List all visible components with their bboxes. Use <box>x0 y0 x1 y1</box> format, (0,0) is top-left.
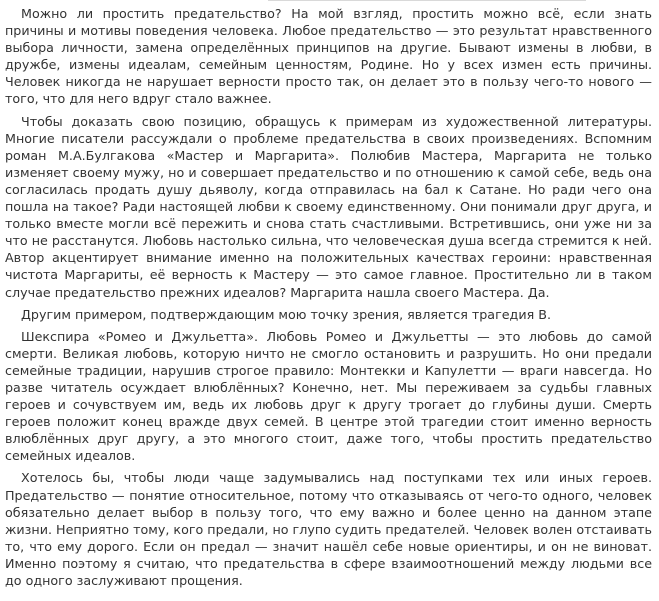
paragraph-argument-shakespeare-lead: Другим примером, подтверждающим мою точку зрения, является трагедия В. <box>21 306 551 322</box>
top-divider <box>268 0 586 1</box>
paragraph-conclusion: Хотелось бы, чтобы люди чаще задумывались над поступками тех или иных героев. Предательство — понятие относительное, потому что отказываясь от чего-то одного, человек обязательно делает выбор в пользу того, что ему важно и более ценно на данном этапе жизни. Неприятно тому, кого предали, но глупо судить предателей. Человек волен отстаивать то, что ему дорого. Если он предал — значит нашёл себе новые ориентиры, и он не виноват. Именно поэтому я считаю, что предательства в сфере взаимоотношений между людьми все до одного заслуживают прощения. <box>5 470 652 588</box>
paragraph-argument-shakespeare: Шекспира «Ромео и Джульетта». Любовь Ромео и Джульетты — это любовь до самой смерти. Великая любовь, которую ничто не смогло остановить и разрушить. Но они предали семейные традиции, нарушив строгое правило: Монтекки и Капулетти — враги навсегда. Но разве читатель осуждает влюблённых? Конечно, нет. Мы переживаем за судьбы главных героев и сочувствуем им, ведь их любовь друг к другу трогает до глубины души. Смерть героев положит конец вражде двух семей. В центре этой трагедии стоит именно верность влюблённых друг другу, а это многого стоит, даже того, чтобы простить предательство семейных идеалов. <box>5 328 652 464</box>
paragraph-argument-bulgakov: Чтобы доказать свою позицию, обращусь к примерам из художественной литературы. Многие писатели рассуждали о проблеме предательства в своих произведениях. Вспомним роман М.А.Булгакова «Мастер и Маргарита». Полюбив Мастера, Маргарита не только изменяет своему мужу, но и совершает предательство и по отношению к самой себе, ведь она согласилась продать душу дьяволу, когда отправилась на бал к Сатане. Но ради чего она пошла на такое? Ради настоящей любви к своему единственному. Они понимали друг друга, и только вместе могли всё пережить и снова стать счастливыми. Встретившись, они уже ни за что не расстанутся. Любовь настолько сильна, что человеческая душа всегда стремится к ней. Автор акцентирует внимание именно на положительных качествах героини: нравственная чистота Маргариты, её верность к Мастеру — это самое главное. Простительно ли в таком случае предательство прежних идеалов? Маргарита нашла своего Мастера. Да. <box>5 113 652 300</box>
paragraph-intro: Можно ли простить предательство? На мой взгляд, простить можно всё, если знать причины и мотивы поведения человека. Любое предательство — это результат нравственного выбора личности, замена определённых принципов на другие. Бывают измены в любви, в дружбе, измены идеалам, семейным ценностям, Родине. Но у всех измен есть причины. Человек никогда не нарушает верности просто так, он делает это в пользу чего-то нового — того, что для него вдруг стало важнее. <box>5 6 652 107</box>
